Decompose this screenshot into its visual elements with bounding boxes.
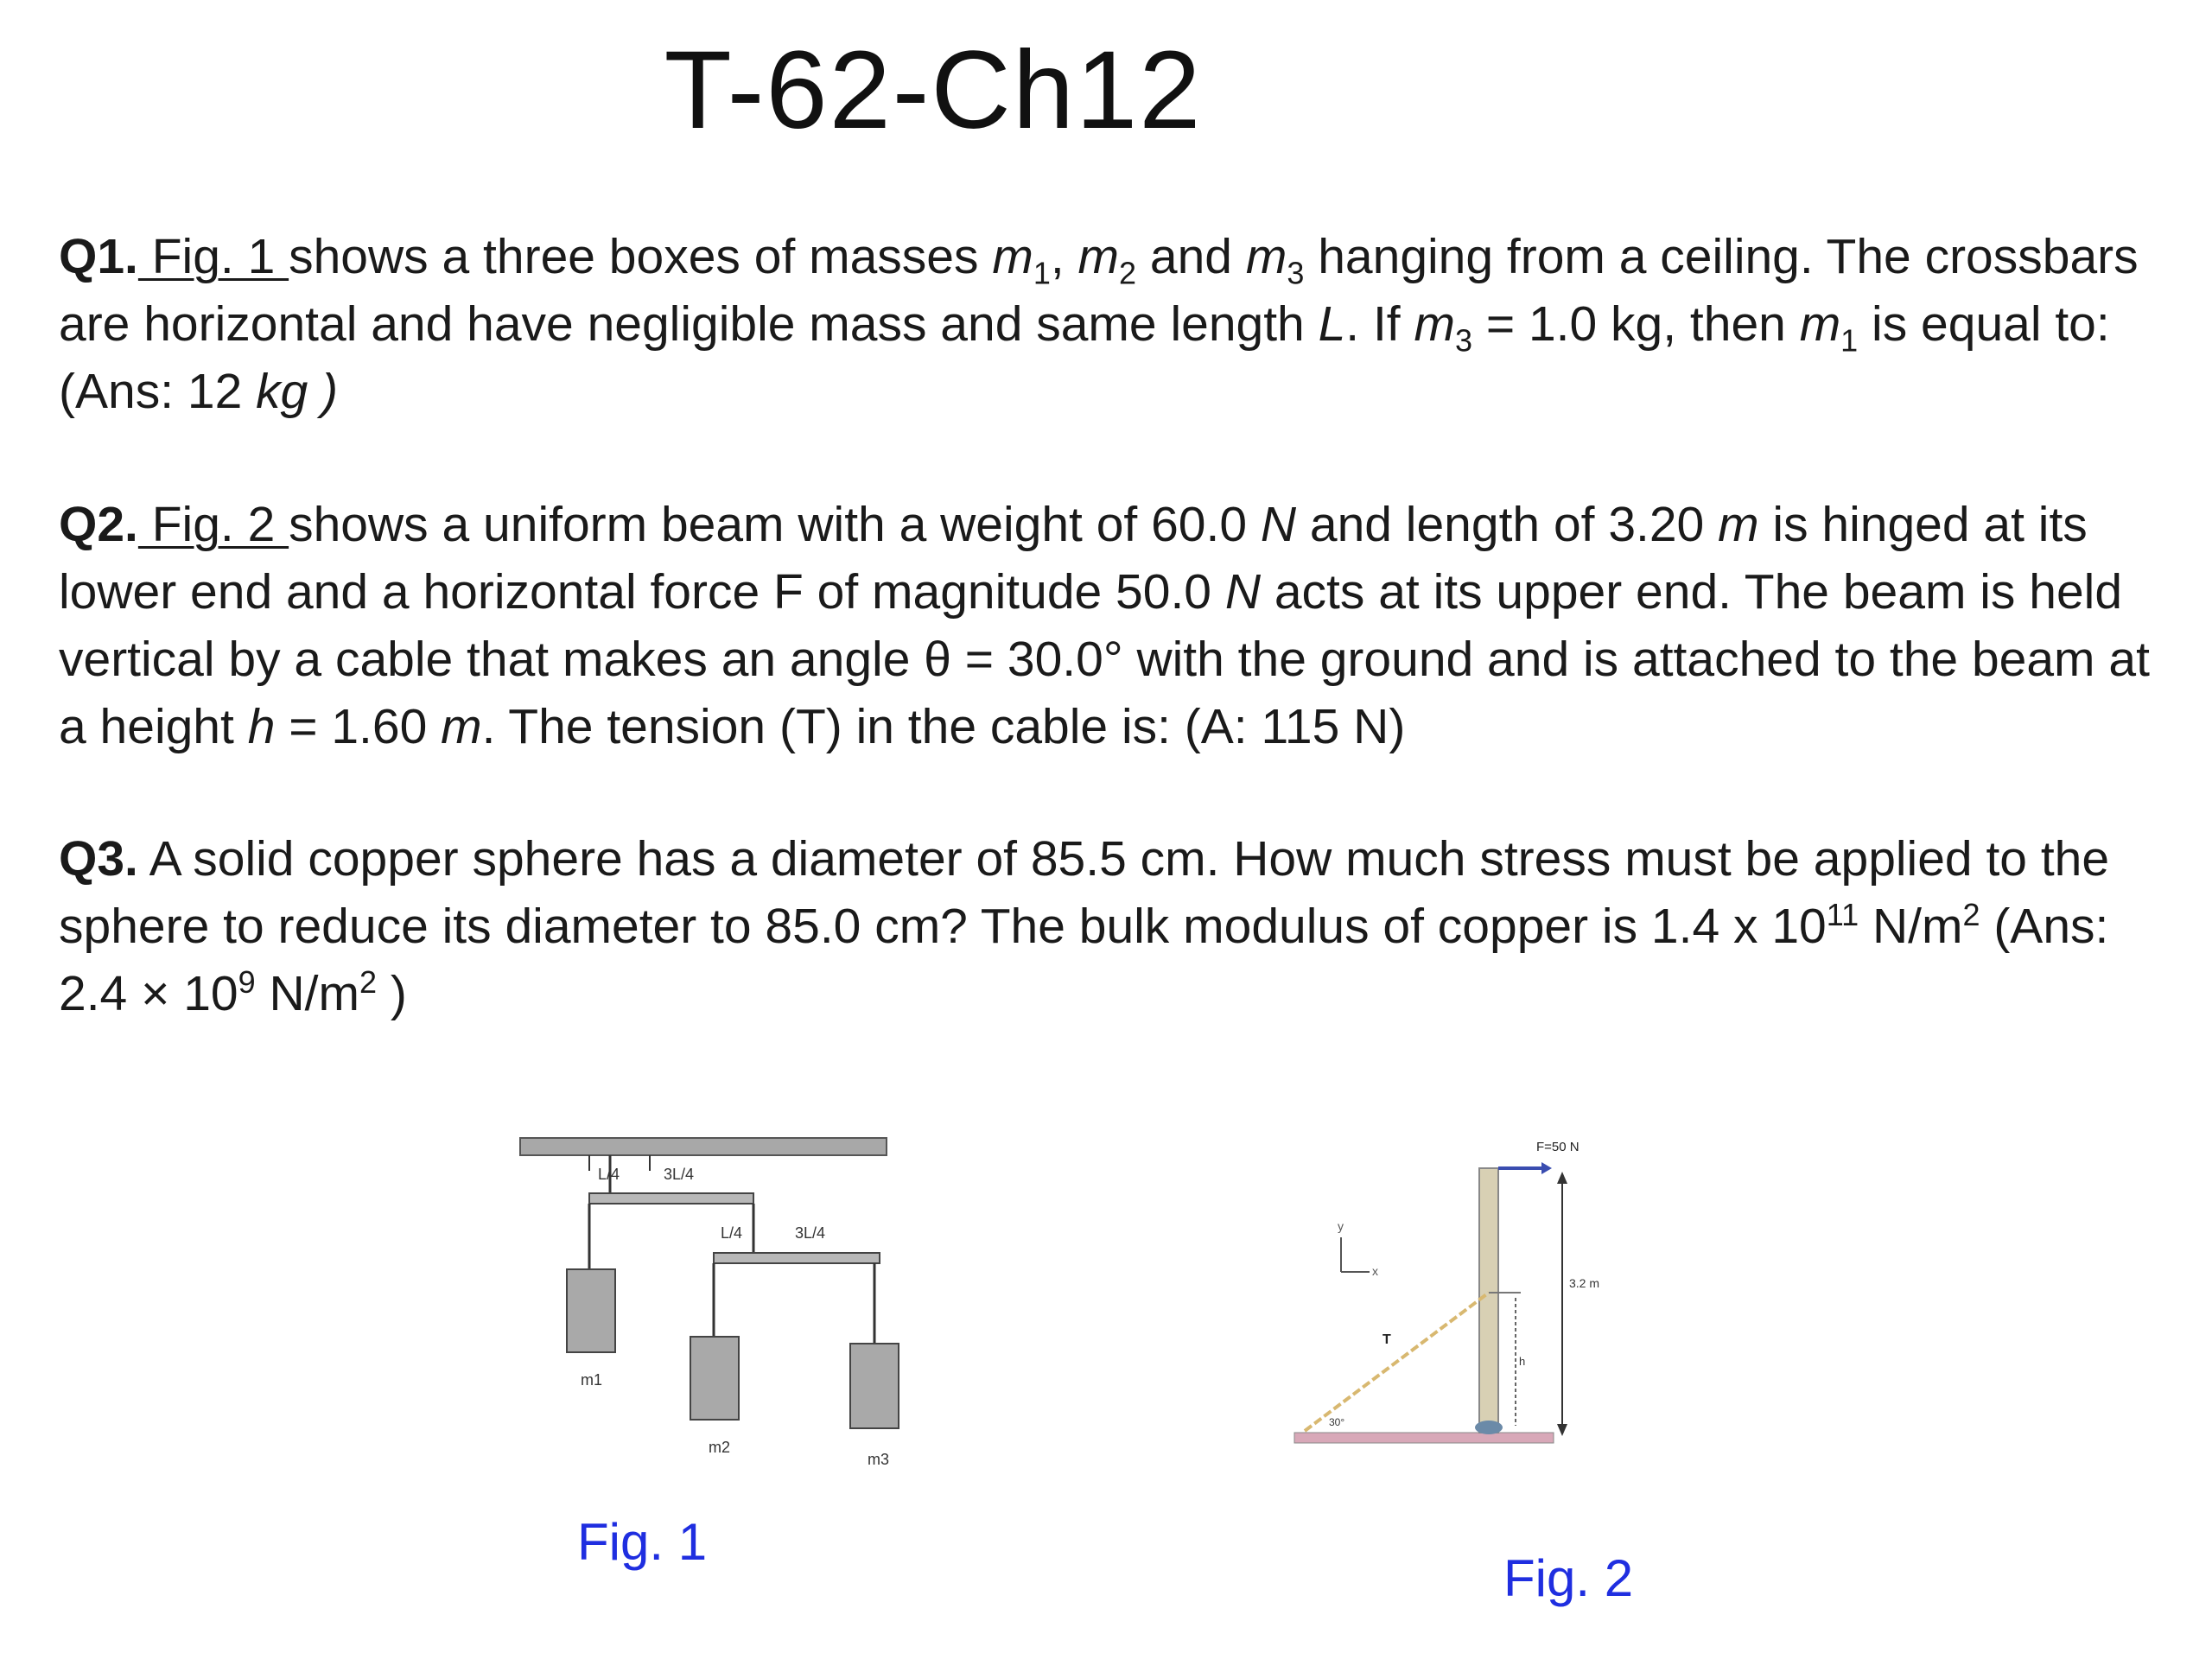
page-title: T-62-Ch12 <box>664 29 1203 152</box>
question-2 <box>59 491 2184 760</box>
label-m1: m1 <box>581 1371 603 1389</box>
label-3l4-bottom: 3L/4 <box>795 1224 826 1242</box>
force-label: F=50 N <box>1536 1140 1580 1154</box>
q1-var: m <box>1077 229 1120 284</box>
box-m2 <box>690 1337 739 1420</box>
cable <box>1305 1293 1489 1431</box>
tension-label: T <box>1382 1332 1391 1347</box>
fig-2-reference: Fig. 2 <box>137 497 289 552</box>
box-m1 <box>567 1269 615 1352</box>
label-m2: m2 <box>709 1439 731 1456</box>
axis-y-label: y <box>1338 1219 1344 1233</box>
q1-text: and <box>1149 229 1246 284</box>
q2-var: m <box>441 699 482 754</box>
figure-1-caption: Fig. 1 <box>577 1513 708 1571</box>
q1-var: m <box>992 229 1033 284</box>
q2-var: N <box>1224 564 1261 620</box>
question-1 <box>59 223 2184 425</box>
q1-var: m <box>1245 229 1287 284</box>
figure-2-caption: Fig. 2 <box>1503 1549 1634 1607</box>
crossbar-2 <box>714 1253 880 1263</box>
fig-1-reference: Fig. 1 <box>137 229 289 284</box>
q3-sup: 11 <box>1826 897 1859 932</box>
box-m3 <box>850 1344 899 1428</box>
q2-text: is hinged at its lower end and a horizontal force F of magnitude 50.0 <box>59 497 2088 620</box>
q1-sub: 1 <box>1033 255 1051 291</box>
crossbar-1 <box>589 1193 753 1204</box>
q3-text: (Ans: 2.4 × 10 <box>59 899 2109 1021</box>
figure-1-hanging-masses <box>501 1110 916 1499</box>
axis-x-label: x <box>1372 1264 1378 1278</box>
q1-var: m <box>1414 296 1455 352</box>
q2-var: h <box>247 699 276 754</box>
q1-sub: 1 <box>1840 322 1859 359</box>
q3-text: N/m <box>255 966 359 1021</box>
q2-text: shows a uniform beam with a weight of 60.0 <box>289 497 1261 552</box>
q2-var: m <box>1718 497 1759 552</box>
label-l4-top: L/4 <box>598 1166 620 1183</box>
question-3 <box>59 825 2184 1027</box>
q2-text: acts at its upper end. The beam is held vertical by a cable that makes an angle θ = 30.0° with the ground and is attached to the beam at a height <box>59 564 2150 754</box>
angle-label: 30° <box>1329 1416 1345 1428</box>
q1-text: hanging from a ceiling. The crossbars are horizontal and have negligible mass and same length <box>59 229 2139 352</box>
q1-sub: 3 <box>1287 255 1305 291</box>
q1-var: m <box>1799 296 1841 352</box>
q3-text: A solid copper sphere has a diameter of 85.5 cm. How much stress must be applied to the sphere to reduce its diameter to 85.0 cm? The bulk modulus of copper is 1.4 x 10 <box>59 831 2110 954</box>
height-label: h <box>1519 1355 1526 1368</box>
length-label: 3.2 m <box>1569 1276 1600 1290</box>
q2-text: and length of 3.20 <box>1296 497 1719 552</box>
beam <box>1479 1168 1498 1433</box>
q1-number: Q1. <box>59 229 138 284</box>
ceiling <box>520 1138 887 1155</box>
q3-sup: 2 <box>1962 897 1980 932</box>
q1-text: is equal to:(Ans: 12 <box>59 296 2110 419</box>
q3-text: ) <box>377 966 407 1021</box>
q1-text: . If <box>1345 296 1414 352</box>
q3-text: N/m <box>1859 899 1963 954</box>
figure-2-beam <box>1287 1115 1650 1478</box>
q2-number: Q2. <box>59 497 138 552</box>
ground <box>1294 1433 1554 1443</box>
q1-text: shows a three boxes of masses <box>289 229 993 284</box>
q2-text: = 1.60 <box>275 699 442 754</box>
q1-sub: 2 <box>1119 255 1137 291</box>
label-3l4-top: 3L/4 <box>664 1166 695 1183</box>
q1-sub: 3 <box>1454 322 1472 359</box>
label-l4-bottom: L/4 <box>721 1224 743 1242</box>
q3-number: Q3. <box>59 831 138 887</box>
q1-text: , <box>1050 229 1078 284</box>
q3-sup: 2 <box>359 964 377 1000</box>
q2-var: N <box>1260 497 1297 552</box>
label-m3: m3 <box>868 1451 890 1468</box>
q1-text: = 1.0 kg, then <box>1472 296 1800 352</box>
q1-var: L <box>1318 296 1346 352</box>
q1-var: kg ) <box>256 364 339 419</box>
q2-text: . The tension (T) in the cable is: (A: 115 N) <box>481 699 1406 754</box>
hinge <box>1475 1421 1503 1434</box>
q3-sup: 9 <box>238 964 256 1000</box>
